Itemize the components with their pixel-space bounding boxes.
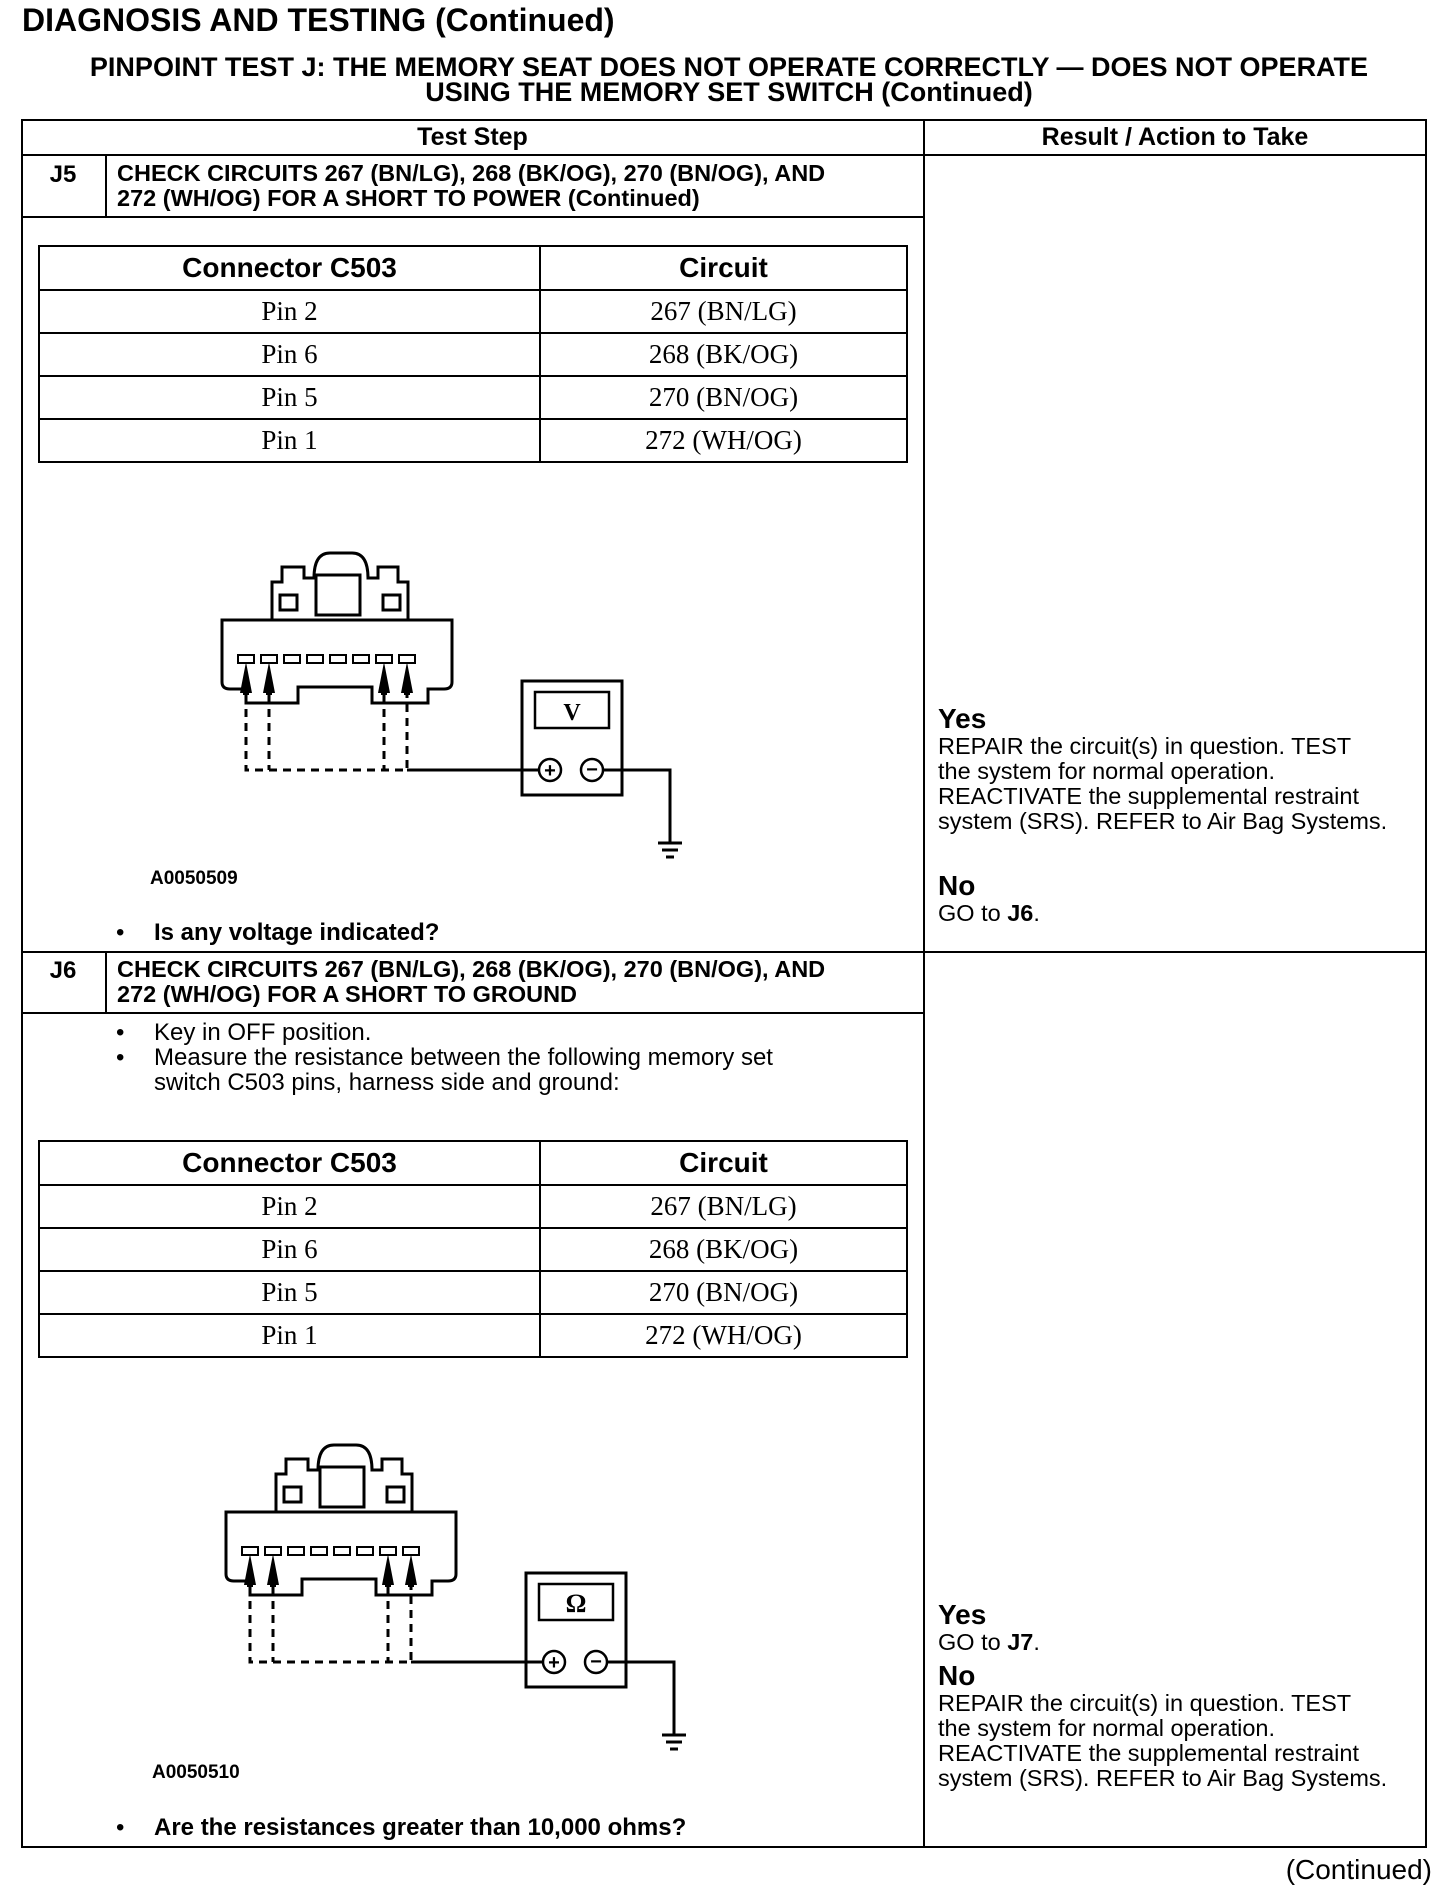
plus-icon: + xyxy=(548,1652,560,1674)
pin-cell: Pin 6 xyxy=(39,333,540,376)
connector-c503-drawing xyxy=(226,1445,456,1595)
circuit-cell: 272 (WH/OG) xyxy=(540,1314,907,1357)
circuit-cell: 267 (BN/LG) xyxy=(540,1185,907,1228)
step-title-j6-line2: 272 (WH/OG) FOR A SHORT TO GROUND xyxy=(117,981,578,1007)
j5-table-header-circuit: Circuit xyxy=(540,246,907,290)
step-title-j6-line1: CHECK CIRCUITS 267 (BN/LG), 268 (BK/OG), 270 (BN/OG), AND xyxy=(117,956,826,982)
circuit-cell: 267 (BN/LG) xyxy=(540,290,907,333)
no-text-line: REACTIVATE the supplemental restraint xyxy=(938,1740,1359,1766)
table-row xyxy=(39,1314,907,1357)
pin-cell: Pin 5 xyxy=(39,1271,540,1314)
no-label: No xyxy=(938,870,976,901)
yes-text-line: REPAIR the circuit(s) in question. TEST xyxy=(938,733,1352,759)
circuit-cell: 268 (BK/OG) xyxy=(540,333,907,376)
pin-cell: Pin 5 xyxy=(39,376,540,419)
step-title-j5 xyxy=(117,161,825,211)
step-title-j6 xyxy=(117,957,825,1007)
step-title-j5-line2: 272 (WH/OG) FOR A SHORT TO POWER (Continued) xyxy=(117,185,700,211)
table-right-border xyxy=(1425,119,1427,1848)
no-text-suffix: . xyxy=(1033,900,1040,926)
circuit-cell: 270 (BN/OG) xyxy=(540,376,907,419)
yes-text-line: system (SRS). REFER to Air Bag Systems. xyxy=(938,808,1388,834)
yes-label: Yes xyxy=(938,1599,987,1630)
no-text-line xyxy=(938,901,1438,926)
question-j5: • Is any voltage indicated? xyxy=(116,919,440,946)
yes-text-line xyxy=(938,1630,1438,1655)
pin-cell: Pin 6 xyxy=(39,1228,540,1271)
bullet-text: Key in OFF position. xyxy=(154,1019,372,1046)
table-row xyxy=(39,376,907,419)
plus-icon: + xyxy=(544,760,556,782)
j5-title-bottom xyxy=(21,216,925,218)
result-j5 xyxy=(938,704,1438,926)
yes-text-line: the system for normal operation. xyxy=(938,758,1275,784)
table-bottom-border xyxy=(21,1846,1427,1848)
probe-arrows xyxy=(240,662,413,695)
step-title-j5-line1: CHECK CIRCUITS 267 (BN/LG), 268 (BK/OG), 270 (BN/OG), AND xyxy=(117,160,826,186)
circuit-cell: 268 (BK/OG) xyxy=(540,1228,907,1271)
ground-symbol xyxy=(658,843,682,857)
pin-cell: Pin 2 xyxy=(39,290,540,333)
list-item: • Measure the resistance between the following memory set xyxy=(116,1044,773,1071)
step-id-j6: J6 xyxy=(49,957,77,984)
j6-table-header-circuit: Circuit xyxy=(540,1141,907,1185)
j5-connector-table xyxy=(38,245,908,463)
table-row xyxy=(39,1228,907,1271)
step-reference-j6[interactable]: J6 xyxy=(1007,900,1034,926)
no-text-line: system (SRS). REFER to Air Bag Systems. xyxy=(938,1765,1388,1791)
ohmmeter xyxy=(526,1573,626,1687)
table-row xyxy=(39,419,907,462)
step-divider xyxy=(21,951,1427,953)
header-bottom-border xyxy=(21,154,1427,156)
circuit-cell: 272 (WH/OG) xyxy=(540,419,907,462)
pin-cell: Pin 1 xyxy=(39,419,540,462)
yes-label: Yes xyxy=(938,703,987,734)
question-text: Are the resistances greater than 10,000 ohms? xyxy=(154,1814,687,1841)
bullet-text: switch C503 pins, harness side and ground: xyxy=(154,1069,620,1096)
j6-title-bottom xyxy=(21,1012,925,1014)
ground-symbol xyxy=(662,1735,686,1749)
figure-id-j6: A0050510 xyxy=(152,1762,240,1783)
meter-symbol: V xyxy=(563,700,581,726)
meter-symbol: Ω xyxy=(565,1589,587,1618)
page-header: DIAGNOSIS AND TESTING (Continued) xyxy=(22,2,615,38)
list-item: • Key in OFF position. xyxy=(116,1019,372,1046)
j6-table-header-connector: Connector C503 xyxy=(39,1141,540,1185)
table-top-border xyxy=(21,119,1427,121)
column-header-test-step: Test Step xyxy=(417,123,528,151)
j6-connector-table xyxy=(38,1140,908,1358)
pinpoint-test-title xyxy=(22,52,1436,107)
probe-leads xyxy=(250,1587,674,1735)
column-header-result: Result / Action to Take xyxy=(1041,123,1309,151)
j5-table-header-connector: Connector C503 xyxy=(39,246,540,290)
j6-id-divider xyxy=(105,952,107,1013)
table-row xyxy=(39,1271,907,1314)
pin-cell: Pin 1 xyxy=(39,1314,540,1357)
question-text: Is any voltage indicated? xyxy=(154,919,440,946)
pin-cell: Pin 2 xyxy=(39,1185,540,1228)
table-row xyxy=(39,290,907,333)
pinpoint-test-title-line2: USING THE MEMORY SET SWITCH (Continued) xyxy=(425,77,1033,107)
j6-ohmmeter-diagram xyxy=(214,1437,714,1777)
minus-icon: − xyxy=(590,1651,602,1673)
continued-footer: (Continued) xyxy=(1285,1854,1432,1885)
bullet-text: Measure the resistance between the following memory set xyxy=(154,1044,773,1071)
question-j6: • Are the resistances greater than 10,000 ohms? xyxy=(116,1814,687,1841)
probe-leads xyxy=(246,695,670,843)
probe-arrows xyxy=(244,1554,417,1587)
figure-id-j5: A0050509 xyxy=(150,868,238,889)
connector-c503-drawing xyxy=(222,553,452,703)
column-divider xyxy=(923,119,925,1848)
no-text-line: REPAIR the circuit(s) in question. TEST xyxy=(938,1690,1352,1716)
pinpoint-test-title-line1: PINPOINT TEST J: THE MEMORY SEAT DOES NOT OPERATE CORRECTLY — DOES NOT OPERATE xyxy=(89,52,1369,82)
no-text-line: the system for normal operation. xyxy=(938,1715,1275,1741)
yes-text-prefix: GO to xyxy=(938,1629,1008,1655)
table-row xyxy=(39,1185,907,1228)
yes-text-suffix: . xyxy=(1033,1629,1040,1655)
j6-instructions xyxy=(116,1020,773,1095)
no-text-prefix: GO to xyxy=(938,900,1008,926)
no-label: No xyxy=(938,1660,976,1691)
step-reference-j7[interactable]: J7 xyxy=(1007,1629,1034,1655)
yes-text-line: REACTIVATE the supplemental restraint xyxy=(938,783,1359,809)
voltmeter xyxy=(522,681,622,795)
table-row xyxy=(39,333,907,376)
list-item xyxy=(116,1070,773,1095)
j5-voltmeter-diagram xyxy=(210,545,710,885)
step-id-j5: J5 xyxy=(49,161,77,188)
j5-id-divider xyxy=(105,155,107,217)
minus-icon: − xyxy=(586,759,598,781)
result-j6 xyxy=(938,1600,1438,1791)
circuit-cell: 270 (BN/OG) xyxy=(540,1271,907,1314)
